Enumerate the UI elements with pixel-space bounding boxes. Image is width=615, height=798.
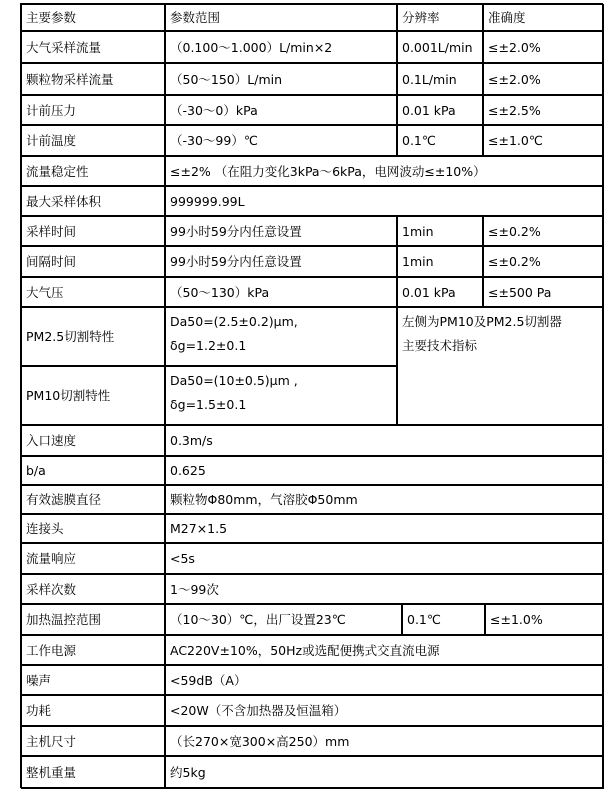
row-accuracy: ≤±1.0% [485,604,604,635]
row-range-line-2: δg=1.2±0.1 [170,338,247,353]
row-range-line-1: Da50=(2.5±0.2)μm, [170,314,298,329]
row-param: 整机重量 [21,756,165,789]
row-range-line-1: Da50=(10±0.5)μm , [170,373,298,388]
row-param: 有效滤膜直径 [21,485,165,514]
row-param: 功耗 [21,695,165,726]
row-range: （-30～99）℃ [165,125,397,156]
row-param: 采样时间 [21,216,165,246]
row-accuracy: ≤±2.0% [483,31,604,63]
row-param: 颗粒物采样流量 [21,63,165,95]
spec-table [20,3,603,788]
row-range: （10～30）℃，出厂设置23℃ [165,604,402,635]
row-resolution: 1min [397,216,483,246]
row-range: AC220V±10%，50Hz或选配便携式交直流电源 [165,635,604,665]
row-range: <59dB（A） [165,665,604,695]
row-accuracy: ≤±0.2% [483,246,604,277]
row-param: 主机尺寸 [21,726,165,756]
row-range [165,366,397,425]
row-resolution: 1min [397,246,483,277]
header-range: 参数范围 [165,4,397,31]
row-param: 入口速度 [21,425,165,456]
row-accuracy: ≤±500 Pa [483,277,604,307]
row-range: （0.100～1.000）L/min×2 [165,31,397,63]
row-range: ≤±2% （在阻力变化3kPa～6kPa，电网波动≤±10%） [165,156,604,186]
row-resolution: 0.001L/min [397,31,483,63]
row-range: 约5kg [165,756,604,789]
cutting-note [397,307,604,425]
row-param: 计前压力 [21,95,165,125]
cutting-note-line-2: 主要技术指标 [402,338,478,353]
row-range: 颗粒物Φ80mm，气溶胶Φ50mm [165,485,604,514]
row-resolution: 0.01 kPa [397,95,483,125]
row-range: 0.3m/s [165,425,604,456]
row-range: M27×1.5 [165,514,604,543]
row-param: 计前温度 [21,125,165,156]
row-range: （-30～0）kPa [165,95,397,125]
row-resolution: 0.1℃ [397,125,483,156]
row-range: 99小时59分内任意设置 [165,246,397,277]
row-accuracy: ≤±2.5% [483,95,604,125]
row-range: <5s [165,543,604,574]
row-range: 1～99次 [165,574,604,604]
row-range: 99小时59分内任意设置 [165,216,397,246]
header-accuracy: 准确度 [483,4,604,31]
row-resolution: 0.01 kPa [397,277,483,307]
row-accuracy: ≤±1.0℃ [483,125,604,156]
header-resolution: 分辨率 [397,4,483,31]
row-param: 工作电源 [21,635,165,665]
row-range-line-2: δg=1.5±0.1 [170,397,247,412]
row-param: 大气压 [21,277,165,307]
row-param: 最大采样体积 [21,186,165,216]
row-accuracy: ≤±0.2% [483,216,604,246]
row-param: 采样次数 [21,574,165,604]
row-range: （50～130）kPa [165,277,397,307]
row-range: （50～150）L/min [165,63,397,95]
row-param: 噪声 [21,665,165,695]
row-param: PM10切割特性 [21,366,165,425]
row-param: b/a [21,456,165,485]
row-range: <20W（不含加热器及恒温箱） [165,695,604,726]
row-accuracy: ≤±2.0% [483,63,604,95]
cutting-note-line-1: 左侧为PM10及PM2.5切割器 [402,314,562,329]
row-param: 间隔时间 [21,246,165,277]
row-param: PM2.5切割特性 [21,307,165,366]
row-param: 流量响应 [21,543,165,574]
header-param: 主要参数 [21,4,165,31]
row-range: 999999.99L [165,186,604,216]
row-range: （长270×宽300×高250）mm [165,726,604,756]
row-param: 大气采样流量 [21,31,165,63]
row-param: 加热温控范围 [21,604,165,635]
row-param: 连接头 [21,514,165,543]
row-range: 0.625 [165,456,604,485]
row-resolution: 0.1℃ [402,604,485,635]
row-resolution: 0.1L/min [397,63,483,95]
row-range [165,307,397,366]
row-param: 流量稳定性 [21,156,165,186]
